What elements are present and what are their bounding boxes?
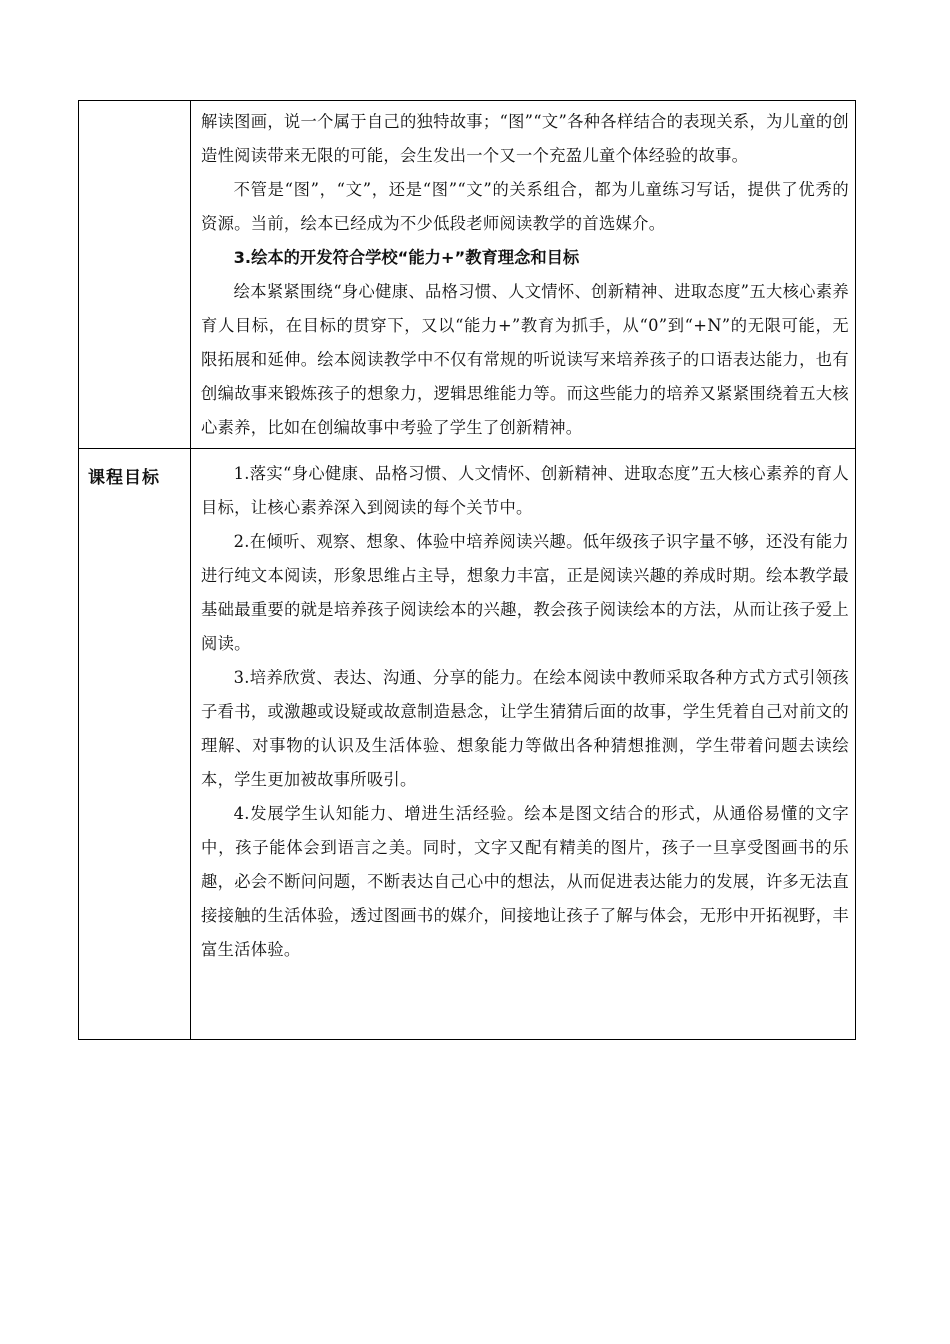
goal-item: 2.在倾听、观察、想象、体验中培养阅读兴趣。低年级孩子识字量不够，还没有能力进行纯文本阅读，形象思维占主导，想象力丰富，正是阅读兴趣的养成时期。绘本教学最基础最重要的就是培养孩子阅读绘本的兴趣，教会孩子阅读绘本的方法，从而让孩子爱上阅读。 (201, 532, 849, 653)
content-cell (191, 101, 856, 449)
paragraph: 不管是“图”，“文”，还是“图”“文”的关系组合，都为儿童练习写话，提供了优秀的资源。当前，绘本已经成为不少低段老师阅读教学的首选媒介。 (201, 180, 849, 233)
table-row (79, 101, 856, 449)
content-cell (191, 449, 856, 1040)
goal-item: 4.发展学生认知能力、增进生活经验。绘本是图文结合的形式，从通俗易懂的文字中，孩子能体会到语言之美。同时，文字又配有精美的图片，孩子一旦享受图画书的乐趣，必会不断问问题，不断表达自己心中的想法，从而促进表达能力的发展，许多无法直接接触的生活体验，透过图画书的媒介，间接地让孩子了解与体会，无形中开拓视野，丰富生活体验。 (201, 804, 849, 959)
curriculum-table (78, 100, 856, 1040)
row-label: 课程目标 (88, 468, 160, 488)
goal-item: 1.落实“身心健康、品格习惯、人文情怀、创新精神、进取态度”五大核心素养的育人目标，让核心素养深入到阅读的每个关节中。 (201, 464, 849, 517)
empty-label-cell (79, 101, 191, 449)
paragraph: 绘本紧紧围绕“身心健康、品格习惯、人文情怀、创新精神、进取态度”五大核心素养育人目标，在目标的贯穿下，又以“能力+”教育为抓手，从“0”到“+N”的无限可能，无限拓展和延伸。绘本阅读教学中不仅有常规的听说读写来培养孩子的口语表达能力，也有创编故事来锻炼孩子的想象力，逻辑思维能力等。而这些能力的培养又紧紧围绕着五大核心素养，比如在创编故事中考验了学生了创新精神。 (201, 282, 849, 437)
paragraph: 解读图画，说一个属于自己的独特故事；“图”“文”各种各样结合的表现关系，为儿童的创造性阅读带来无限的可能，会生发出一个又一个充盈儿童个体经验的故事。 (201, 112, 850, 165)
section-heading: 3.绘本的开发符合学校“能力+”教育理念和目标 (233, 248, 580, 267)
table-row (79, 449, 856, 1040)
goal-item: 3.培养欣赏、表达、沟通、分享的能力。在绘本阅读中教师采取各种方式方式引领孩子看书，或激趣或设疑或故意制造悬念，让学生猜猜后面的故事，学生凭着自己对前文的理解、对事物的认识及生活体验、想象能力等做出各种猜想推测，学生带着问题去读绘本，学生更加被故事所吸引。 (201, 668, 849, 789)
label-cell (79, 449, 191, 1040)
